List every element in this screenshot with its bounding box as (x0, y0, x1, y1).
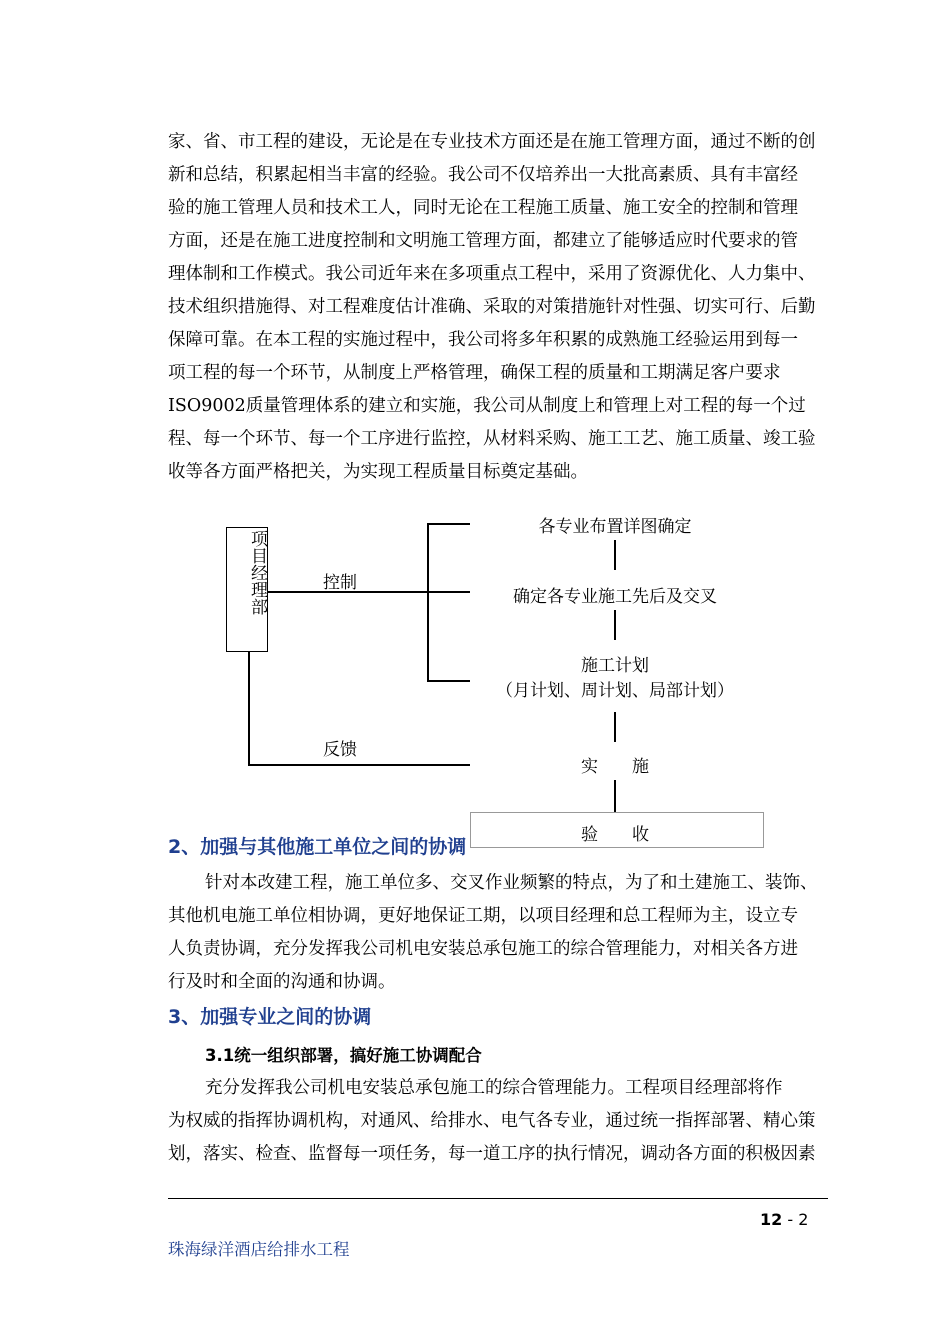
intro-line: 程、每一个环节、每一个工序进行监控，从材料采购、施工工艺、施工质量、竣工验 (168, 429, 816, 449)
page-number-minor: 2 (798, 1210, 809, 1229)
feedback-connector-horizontal (248, 764, 470, 766)
feedback-label: 反馈 (323, 740, 357, 760)
footer-project-title: 珠海绿洋酒店给排水工程 (168, 1240, 350, 1259)
intro-line: 验的施工管理人员和技术工人，同时无论在工程施工质量、施工安全的控制和管理 (168, 198, 798, 218)
step-sequence: 确定各专业施工先后及交叉 (513, 587, 717, 607)
step-implementation: 实 施 (581, 757, 649, 777)
control-bracket (427, 523, 429, 681)
step-acceptance: 验 收 (581, 825, 649, 845)
step-construction-plan-detail: （月计划、周计划、局部计划） (496, 681, 734, 701)
feedback-connector (248, 652, 250, 765)
intro-line: 家、省、市工程的建设，无论是在专业技术方面还是在施工管理方面，通过不断的创 (168, 132, 816, 152)
step-connector (614, 540, 616, 570)
step-connector (614, 610, 616, 640)
intro-line: 保障可靠。在本工程的实施过程中，我公司将多年积累的成熟施工经验运用到每一 (168, 330, 798, 350)
intro-line: 项工程的每一个环节，从制度上严格管理，确保工程的质量和工期满足客户要求 (168, 363, 781, 383)
step-detail-drawings: 各专业布置详图确定 (538, 517, 692, 537)
section-2-line: 针对本改建工程，施工单位多、交叉作业频繁的特点，为了和土建施工、装饰、 (205, 873, 818, 893)
manager-dept-label: 项目经理部 (247, 530, 267, 615)
intro-line: 新和总结，积累起相当丰富的经验。我公司不仅培养出一大批高素质、具有丰富经 (168, 165, 798, 185)
control-label: 控制 (323, 573, 357, 593)
intro-line: 技术组织措施得、对工程难度估计准确、采取的对策措施针对性强、切实可行、后勤 (168, 297, 816, 317)
section-2-line: 人负责协调，充分发挥我公司机电安装总承包施工的综合管理能力，对相关各方进 (168, 939, 798, 959)
page-number (760, 1210, 808, 1229)
step-construction-plan: 施工计划 (581, 656, 649, 676)
page-number-major: 12 (760, 1210, 783, 1229)
intro-line: 方面，还是在施工进度控制和文明施工管理方面，都建立了能够适应时代要求的管 (168, 231, 798, 251)
footer-rule (168, 1198, 828, 1199)
bracket-arm-middle (427, 591, 470, 593)
intro-line: ISO9002质量管理体系的建立和实施，我公司从制度上和管理上对工程的每一个过 (168, 396, 806, 416)
intro-line: 收等各方面严格把关，为实现工程质量目标奠定基础。 (168, 462, 588, 482)
section-3-line: 为权威的指挥协调机构，对通风、给排水、电气各专业，通过统一指挥部署、精心策 (168, 1111, 816, 1131)
bracket-arm-bottom (427, 680, 470, 682)
section-3-1-subheading: 3.1统一组织部署，搞好施工协调配合 (205, 1046, 482, 1065)
section-3-heading: 3、加强专业之间的协调 (168, 1006, 372, 1028)
section-3-line: 充分发挥我公司机电安装总承包施工的综合管理能力。工程项目经理部将作 (205, 1078, 783, 1098)
intro-line: 理体制和工作模式。我公司近年来在多项重点工程中，采用了资源优化、人力集中、 (168, 264, 816, 284)
step-connector (614, 712, 616, 742)
section-2-heading: 2、加强与其他施工单位之间的协调 (168, 836, 467, 858)
bracket-arm-top (427, 523, 470, 525)
step-connector (614, 780, 616, 812)
page-number-separator: - (782, 1210, 799, 1229)
section-3-line: 划，落实、检查、监督每一项任务，每一道工序的执行情况，调动各方面的积极因素 (168, 1144, 816, 1164)
section-2-line: 其他机电施工单位相协调，更好地保证工期，以项目经理和总工程师为主，设立专 (168, 906, 798, 926)
section-2-line: 行及时和全面的沟通和协调。 (168, 972, 396, 992)
